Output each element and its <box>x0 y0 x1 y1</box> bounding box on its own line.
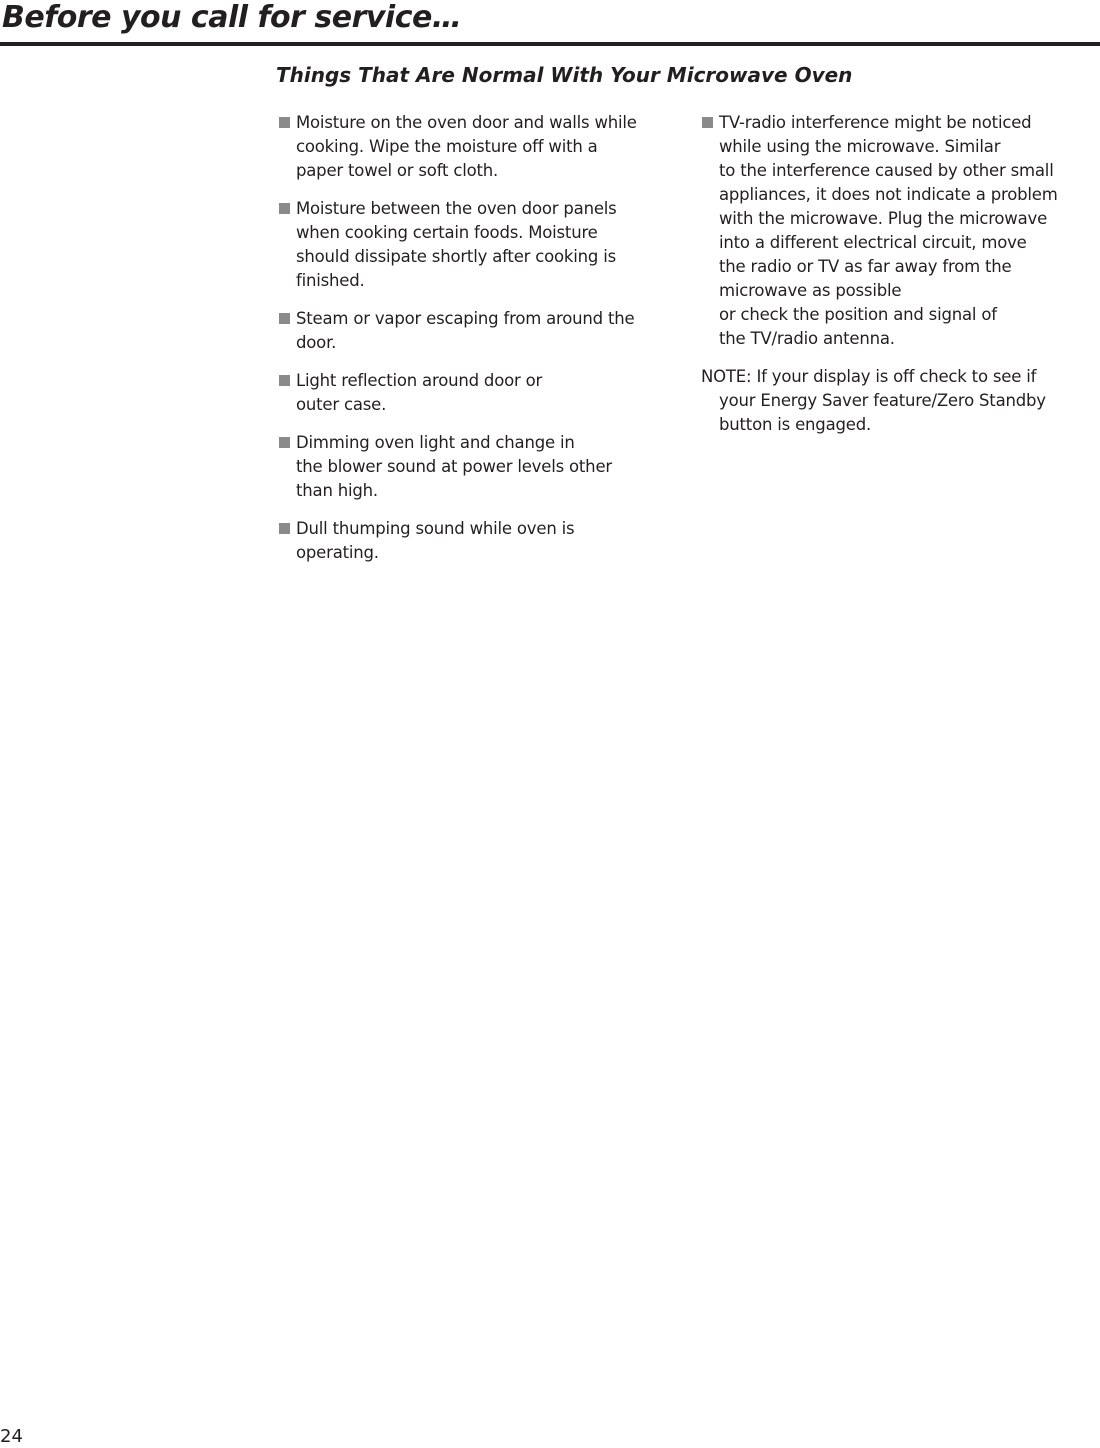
list-item: Light reflection around door or outer case. <box>278 369 678 417</box>
list-item: Moisture between the oven door panels when cooking certain foods. Moisture should dissipate shortly after cooking is finished. <box>278 197 678 293</box>
square-bullet-icon <box>702 117 713 128</box>
square-bullet-icon <box>279 437 290 448</box>
list-item: Moisture on the oven door and walls while cooking. Wipe the moisture off with a paper towel or soft cloth. <box>278 111 678 183</box>
note-text: NOTE: If your display is off check to see if your Energy Saver feature/Zero Standby button is engaged. <box>701 367 1046 434</box>
section-title: Things That Are Normal With Your Microwave Oven <box>276 63 853 87</box>
list-item: TV-radio interference might be noticed while using the microwave. Similar to the interference caused by other small appliances, it does not indicate a problem with the microwave. Plug the microwave into a different electrical circuit, move the radio or TV as far away from the microwave as possible or check the position and signal of the TV/radio antenna. <box>701 111 1096 351</box>
square-bullet-icon <box>279 117 290 128</box>
list-item: Dimming oven light and change in the blower sound at power levels other than high. <box>278 431 678 503</box>
square-bullet-icon <box>279 313 290 324</box>
square-bullet-icon <box>279 375 290 386</box>
square-bullet-icon <box>279 203 290 214</box>
normal-conditions-list-left <box>278 111 678 579</box>
list-item: Dull thumping sound while oven is operating. <box>278 517 678 565</box>
page-header <box>0 0 1100 46</box>
page-title: Before you call for service… <box>2 0 462 35</box>
page-number: 24 <box>0 1426 23 1447</box>
square-bullet-icon <box>279 523 290 534</box>
list-item: Steam or vapor escaping from around the door. <box>278 307 678 355</box>
normal-conditions-list-right <box>701 111 1096 437</box>
